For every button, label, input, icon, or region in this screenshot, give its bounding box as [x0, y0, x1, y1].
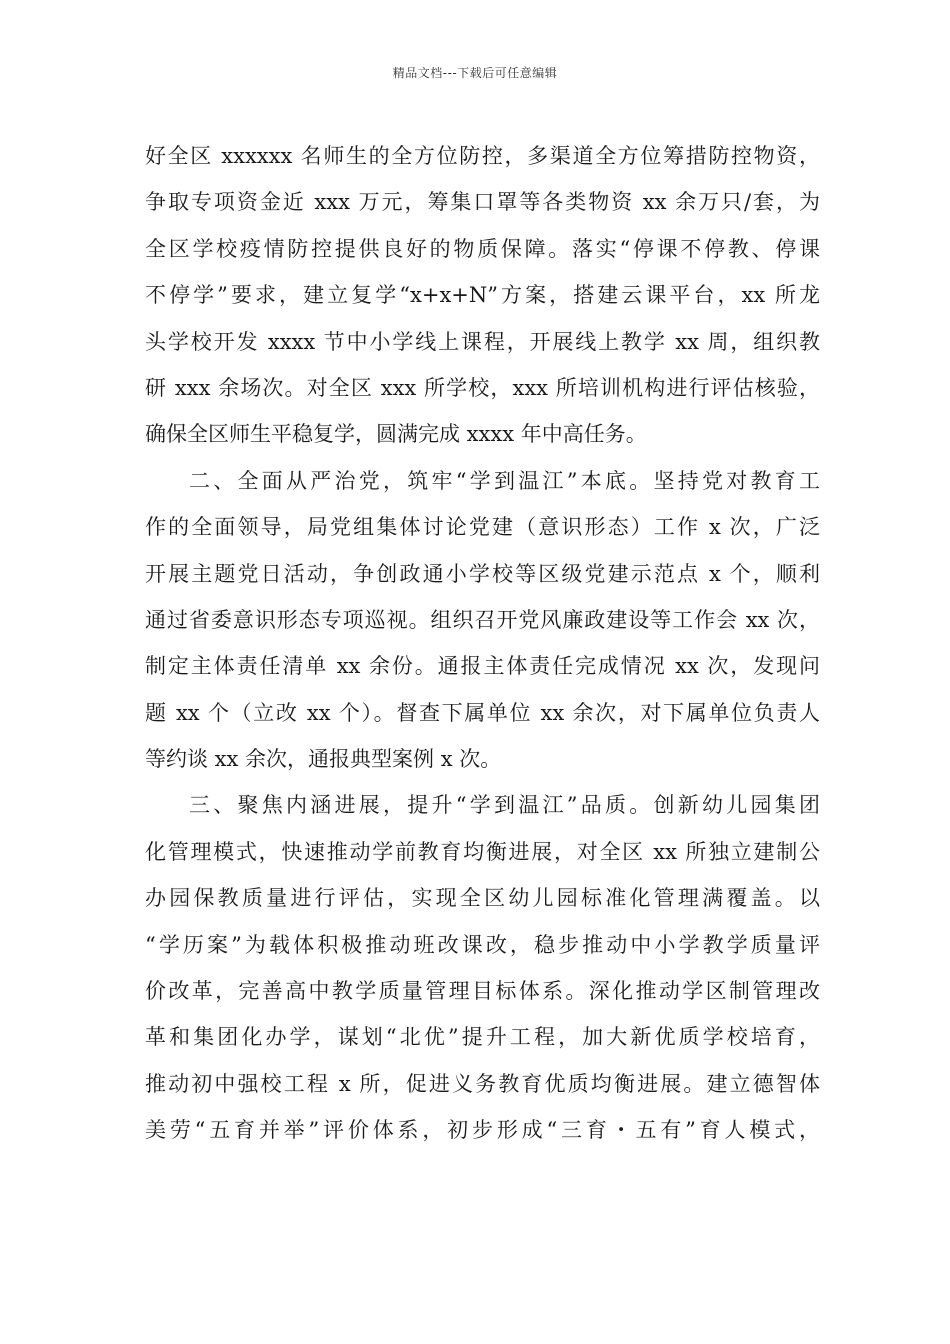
text-line: 美劳“五育并举”评价体系，初步形成“三育・五有”育人模式，	[145, 1118, 820, 1143]
text-line: 通过省委意识形态专项巡视。组织召开党风廉政建设等工作会 xx 次，	[145, 607, 820, 632]
text-line: 研 xxx 余场次。对全区 xxx 所学校，xxx 所培训机构进行评估核验，	[145, 375, 820, 400]
document-body	[145, 133, 820, 1154]
text-line: 革和集团化办学，谋划“北优”提升工程，加大新优质学校培育，	[145, 1025, 820, 1050]
text-line: 全区学校疫情防控提供良好的物质保障。落实“停课不停教、停课	[145, 236, 820, 261]
text-line: 好全区 xxxxxx 名师生的全方位防控，多渠道全方位筹措防控物资，	[145, 144, 820, 168]
text-line: 办园保教质量进行评估，实现全区幼儿园标准化管理满覆盖。以	[145, 886, 820, 911]
text-line: 二、全面从严治党，筑牢“学到温江”本底。坚持党对教育工	[189, 468, 820, 493]
text-line: 等约谈 xx 余次，通报典型案例 x 次。	[145, 747, 502, 772]
text-line: 作的全面领导，局党组集体讨论党建（意识形态）工作 x 次，广泛	[145, 515, 820, 540]
text-line: 推动初中强校工程 x 所，促进义务教育优质均衡进展。建立德智体	[145, 1071, 820, 1096]
text-line: 制定主体责任清单 xx 余份。通报主体责任完成情况 xx 次，发现问	[145, 654, 820, 679]
text-line: 确保全区师生平稳复学，圆满完成 xxxx 年中高任务。	[145, 422, 647, 447]
text-line: 开展主题党日活动，争创政通小学校等区级党建示范点 x 个，顺利	[145, 561, 820, 586]
paragraph-3	[145, 782, 820, 1153]
page-header: 精品文档---下载后可任意编辑	[392, 66, 558, 80]
paragraph-2	[145, 458, 820, 783]
text-line: 化管理模式，快速推动学前教育均衡进展，对全区 xx 所独立建制公	[145, 839, 820, 864]
text-line: 价改革，完善高中教学质量管理目标体系。深化推动学区制管理改	[145, 979, 820, 1004]
text-line: 题 xx 个（立改 xx 个）。督查下属单位 xx 余次，对下属单位负责人	[145, 700, 820, 725]
paragraph-1	[145, 133, 820, 458]
text-line: 头学校开发 xxxx 节中小学线上课程，开展线上教学 xx 周，组织教	[145, 329, 820, 354]
text-line: 争取专项资金近 xxx 万元，筹集口罩等各类物资 xx 余万只/套，为	[145, 190, 820, 215]
text-line: 三、聚焦内涵进展，提升“学到温江”品质。创新幼儿园集团	[189, 793, 820, 818]
text-line: “学历案”为载体积极推动班改课改，稳步推动中小学教学质量评	[145, 932, 820, 957]
text-line: 不停学”要求，建立复学“x+x+N”方案，搭建云课平台，xx 所龙	[145, 283, 820, 308]
